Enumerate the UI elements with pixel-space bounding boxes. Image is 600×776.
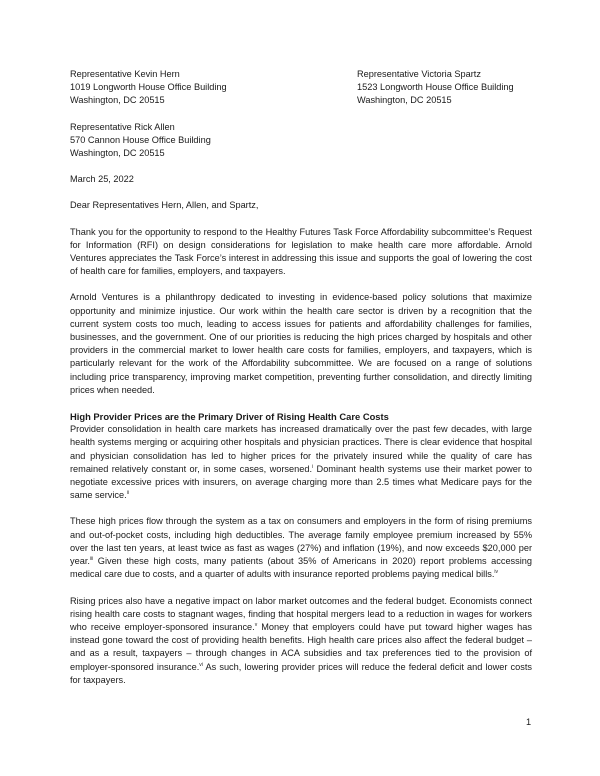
section-paragraph-1 [70,423,532,502]
recipient-name: Representative Kevin Hern [70,69,180,79]
paragraph-text: These high prices flow through the system as a tax on consumers and employers in the form of rising premiums and out-of-pocket costs, including high deductibles. The average family employee premium increased by 55% over the last ten years, at least twice as fast as wages (27%) and inflation (19%), and now exceeds $20,000 per year. [70,516,532,567]
footnote-ref[interactable]: iv [494,569,499,576]
section-heading: High Provider Prices are the Primary Driver of Rising Health Care Costs [70,411,389,423]
recipient-office: 1019 Longworth House Office Building [70,82,227,93]
recipient-address-hern [70,68,300,108]
footnote-ref[interactable]: ii [126,490,129,497]
recipient-address-row [70,68,532,108]
footnote-ref[interactable]: vi [199,661,203,668]
footnote-ref[interactable]: v [254,621,258,628]
recipient-city: Washington, DC 20515 [70,148,165,159]
recipient-name: Representative Victoria Spartz [357,69,481,79]
recipient-office: 1523 Longworth House Office Building [357,82,514,93]
paragraph-text: Given these high costs, many patients (about 35% of Americans in 2020) report problems accessing medical care due to costs, and a quarter of adults with insurance reported problems paying medical bills. [70,556,532,580]
about-paragraph: Arnold Ventures is a philanthropy dedicated to investing in evidence-based policy solutions that maximize opportunity and minimize injustice. Our work within the health care sector is driven by a recognition that the current system costs too much, leading to access issues for patients and affordability challenges for families, businesses, and the government. One of our priorities is reducing the high prices charged by hospitals and other providers in the commercial market to lower health care costs for families, employers, and taxpayers, which is particularly relevant for the work of the Affordability subcommittee. We are focused on a range of solutions including price transparency, improving market competition, preventing further consolidation, and directly limiting prices when needed. [70,292,532,395]
recipient-address-spartz [357,68,532,108]
paragraph-text: Provider consolidation in health care markets has increased dramatically over the past few decades, with large health systems merging or acquiring other hospitals and physician practices. There is clear evidence that hospital and physician consolidation has led to higher prices for the privately insured while the quality of care has remained relatively constant or, in some cases, worsened. [70,424,532,474]
recipient-office: 570 Cannon House Office Building [70,134,211,145]
paragraph-text: Rising prices also have a negative impact on labor market outcomes and the federal budget. Economists connect rising health care costs to stagnant wages, finding that hospital mergers lead to a reduction in wages for workers who receive employer-sponsored insurance. [70,595,532,632]
intro-paragraph: Thank you for the opportunity to respond to the Healthy Futures Task Force Affordability subcommittee’s Request for Information (RFI) on design considerations for legislation to make health care more affordable. Arnold Ventures appreciates the Task Force’s interest in addressing this issue and supports the goal of lowering the cost of health care for families, employers, and taxpayers. [70,226,532,277]
recipient-city: Washington, DC 20515 [357,95,452,106]
recipient-city: Washington, DC 20515 [70,95,165,106]
letter-date: March 25, 2022 [70,174,134,185]
salutation: Dear Representatives Hern, Allen, and Spartz, [70,200,259,211]
paragraph-text: Dominant health systems use their market power to negotiate excessive prices with insurers, on average charging more than 2.5 times what Medicare pays for the same service. [70,463,532,501]
recipient-name: Representative Rick Allen [70,121,175,132]
recipient-address-allen [70,121,300,161]
paragraph-text: Money that employers could have put toward higher wages has instead gone toward the cost of providing health benefits. High health care prices also affect the federal budget – and as a result, taxpayers – through changes in ACA subsidies and tax preferences tied to the provision of employer-sponsored insurance. [70,621,532,672]
section-paragraph-2 [70,515,532,581]
footnote-ref[interactable]: i [312,463,314,470]
section-paragraph-3 [70,595,532,687]
paragraph-text: As such, lowering provider prices will reduce the federal deficit and lower costs for taxpayers. [70,661,532,685]
page-number: 1 [526,717,532,727]
letter-page [70,68,532,687]
footnote-ref[interactable]: iii [89,556,94,563]
